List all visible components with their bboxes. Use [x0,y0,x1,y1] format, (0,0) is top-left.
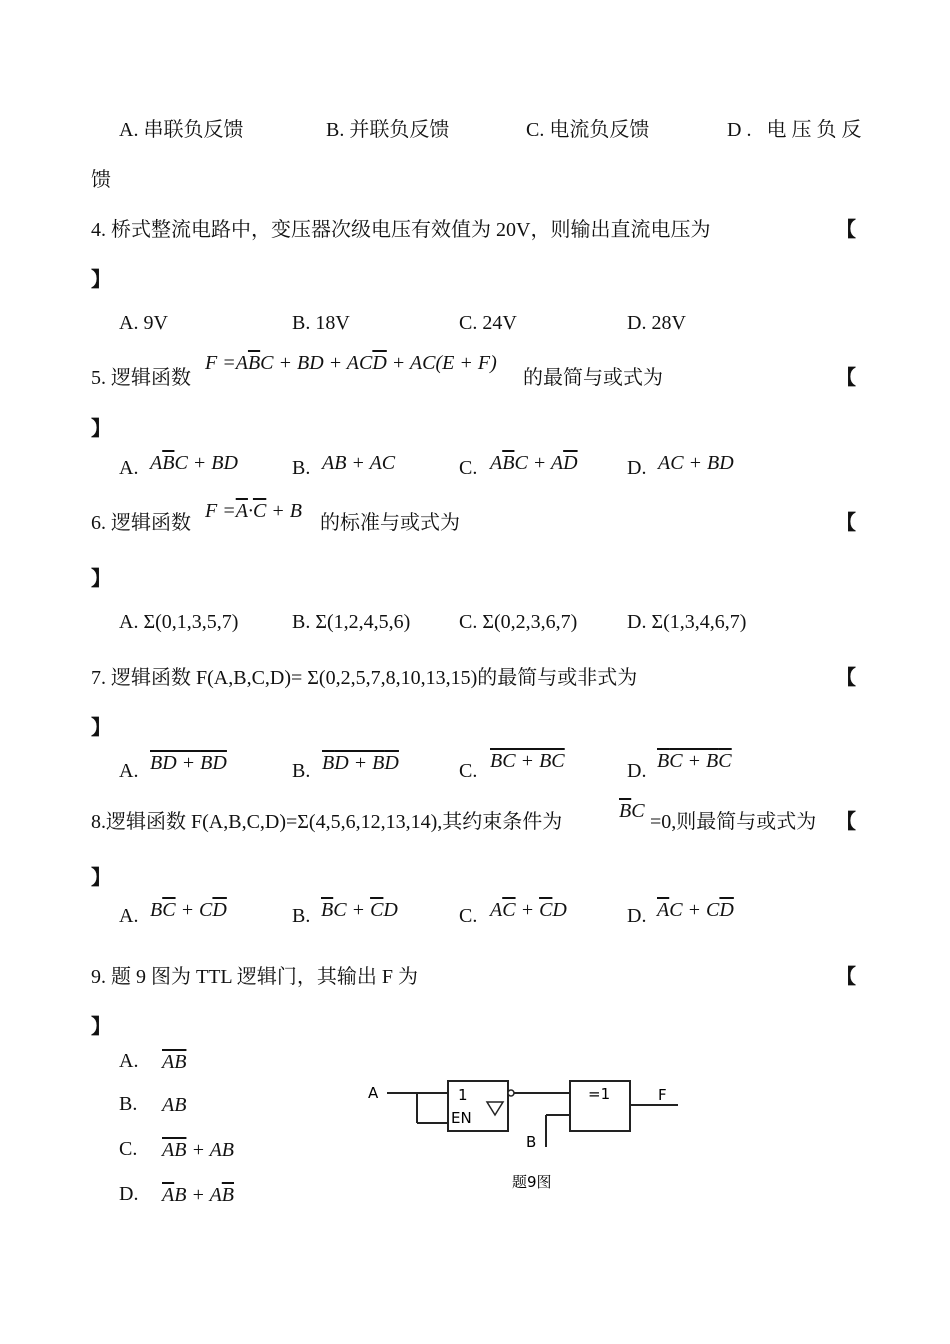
q9-logic-figure [360,1075,690,1200]
q5-option-a-label: A. [119,457,139,479]
q9-option-d-label: D. [119,1183,139,1205]
figure-input-b-label: B [526,1133,537,1151]
q5-formula: $F =A\overline{B}C$ + BD + $AC\overline{D} + AC(E + F)$ [205,352,497,374]
q7-option-a-label: A. [119,760,139,782]
q8-stem-part2: =0,则最简与或式为 [650,811,817,833]
q8-option-b-label: B. [292,905,311,927]
q5-option-b-expr: AB + AC [322,452,396,474]
q7-option-d-expr: BC + BC [657,750,732,772]
q3-option-c: C. 电流负反馈 [526,119,650,141]
q7-stem: 7. 逻辑函数 F(A,B,C,D)= Σ(0,2,5,7,8,10,13,15)的最简与或非式为 [91,667,638,689]
q8-option-d-expr: $\overline{A}C + C\overline{D}$ [657,899,734,921]
q7-option-d-label: D. [627,760,647,782]
q6-bracket-open: 【 [836,512,856,534]
q5-bracket-close: 】 [91,418,111,440]
q7-option-c-expr: BC + BC [490,750,565,772]
gate1-label: 1 [458,1086,468,1104]
q6-suffix: 的标准与或式为 [320,512,460,534]
q7-option-c-label: C. [459,760,478,782]
inverter-bubble-icon [508,1090,514,1096]
q5-option-c-label: C. [459,457,478,479]
q4-bracket-close: 】 [91,269,111,291]
q7-option-b-expr: BD + BD [322,752,399,774]
q8-option-d-label: D. [627,905,647,927]
q4-stem: 4. 桥式整流电路中，变压器次级电压有效值为 20V，则输出直流电压为 [91,219,711,241]
q3-option-b: B. 并联负反馈 [326,119,450,141]
q5-option-a-expr: $A\overline{B}C$ + BD [150,452,238,474]
q6-option-c: C. Σ(0,2,3,6,7) [459,611,578,633]
q9-stem: 9. 题 9 图为 TTL 逻辑门，其输出 F 为 [91,966,419,988]
q8-option-c-label: C. [459,905,478,927]
q8-option-a-expr: $B\overline{C} + C\overline{D}$ [150,899,227,921]
q5-option-d-label: D. [627,457,647,479]
q4-option-d: D. 28V [627,312,686,334]
q6-bracket-close: 】 [91,568,111,590]
q9-option-b-label: B. [119,1093,138,1115]
q6-option-d: D. Σ(1,3,4,6,7) [627,611,747,633]
q5-option-b-label: B. [292,457,311,479]
q5-bracket-open: 【 [836,367,856,389]
q5-option-d-expr: AC + BD [658,452,734,474]
q4-bracket-open: 【 [836,219,856,241]
q8-option-a-label: A. [119,905,139,927]
q9-option-c-label: C. [119,1138,138,1160]
q6-number: 6. 逻辑函数 [91,512,191,534]
q7-bracket-open: 【 [836,667,856,689]
q9-option-a-label: A. [119,1050,139,1072]
q9-option-b-expr: AB [162,1094,187,1116]
q7-option-a-expr: BD + BD [150,752,227,774]
q9-bracket-close: 】 [91,1016,111,1038]
q9-option-d-expr: $\overline{A}B + A\overline{B}$ [162,1184,235,1206]
q4-option-a: A. 9V [119,312,168,334]
gate1-enable-label: EN [451,1109,472,1127]
q5-suffix: 的最简与或式为 [523,367,663,389]
q5-option-c-expr: $A\overline{B}C + A\overline{D}$ [490,452,578,474]
q8-option-b-expr: $\overline{B}C + \overline{C}D$ [321,899,398,921]
q7-option-b-label: B. [292,760,311,782]
q8-constraint-expr: $\overline{B}C$ [619,800,645,822]
figure-caption: 题9图 [512,1173,552,1191]
figure-input-a-label: A [368,1084,379,1102]
q3-option-d: D. 电压负反 [727,119,867,141]
q9-option-a-expr: $\overline{AB}$ [162,1051,187,1073]
q8-option-c-expr: $A\overline{C} + \overline{C}D$ [490,899,567,921]
q9-bracket-open: 【 [836,966,856,988]
q4-option-b: B. 18V [292,312,350,334]
q4-option-c: C. 24V [459,312,517,334]
q8-stem-part1: 8.逻辑函数 F(A,B,C,D)=Σ(4,5,6,12,13,14),其约束条件为 [91,811,563,833]
gate2-label: =1 [588,1085,611,1103]
q8-bracket-close: 】 [91,867,111,889]
q5-number: 5. 逻辑函数 [91,367,191,389]
q6-option-a: A. Σ(0,1,3,5,7) [119,611,239,633]
q6-option-b: B. Σ(1,2,4,5,6) [292,611,411,633]
q9-option-c-expr: $\overline{AB}$ + AB [162,1139,235,1161]
q3-option-d-wrap: 馈 [91,169,111,191]
q3-option-a: A. 串联负反馈 [119,119,244,141]
q8-bracket-open: 【 [836,811,856,833]
figure-output-label: F [658,1086,667,1104]
q6-formula: $F =\overline{A}\cdot\overline{C} + B$ [205,500,302,522]
q7-bracket-close: 】 [91,717,111,739]
